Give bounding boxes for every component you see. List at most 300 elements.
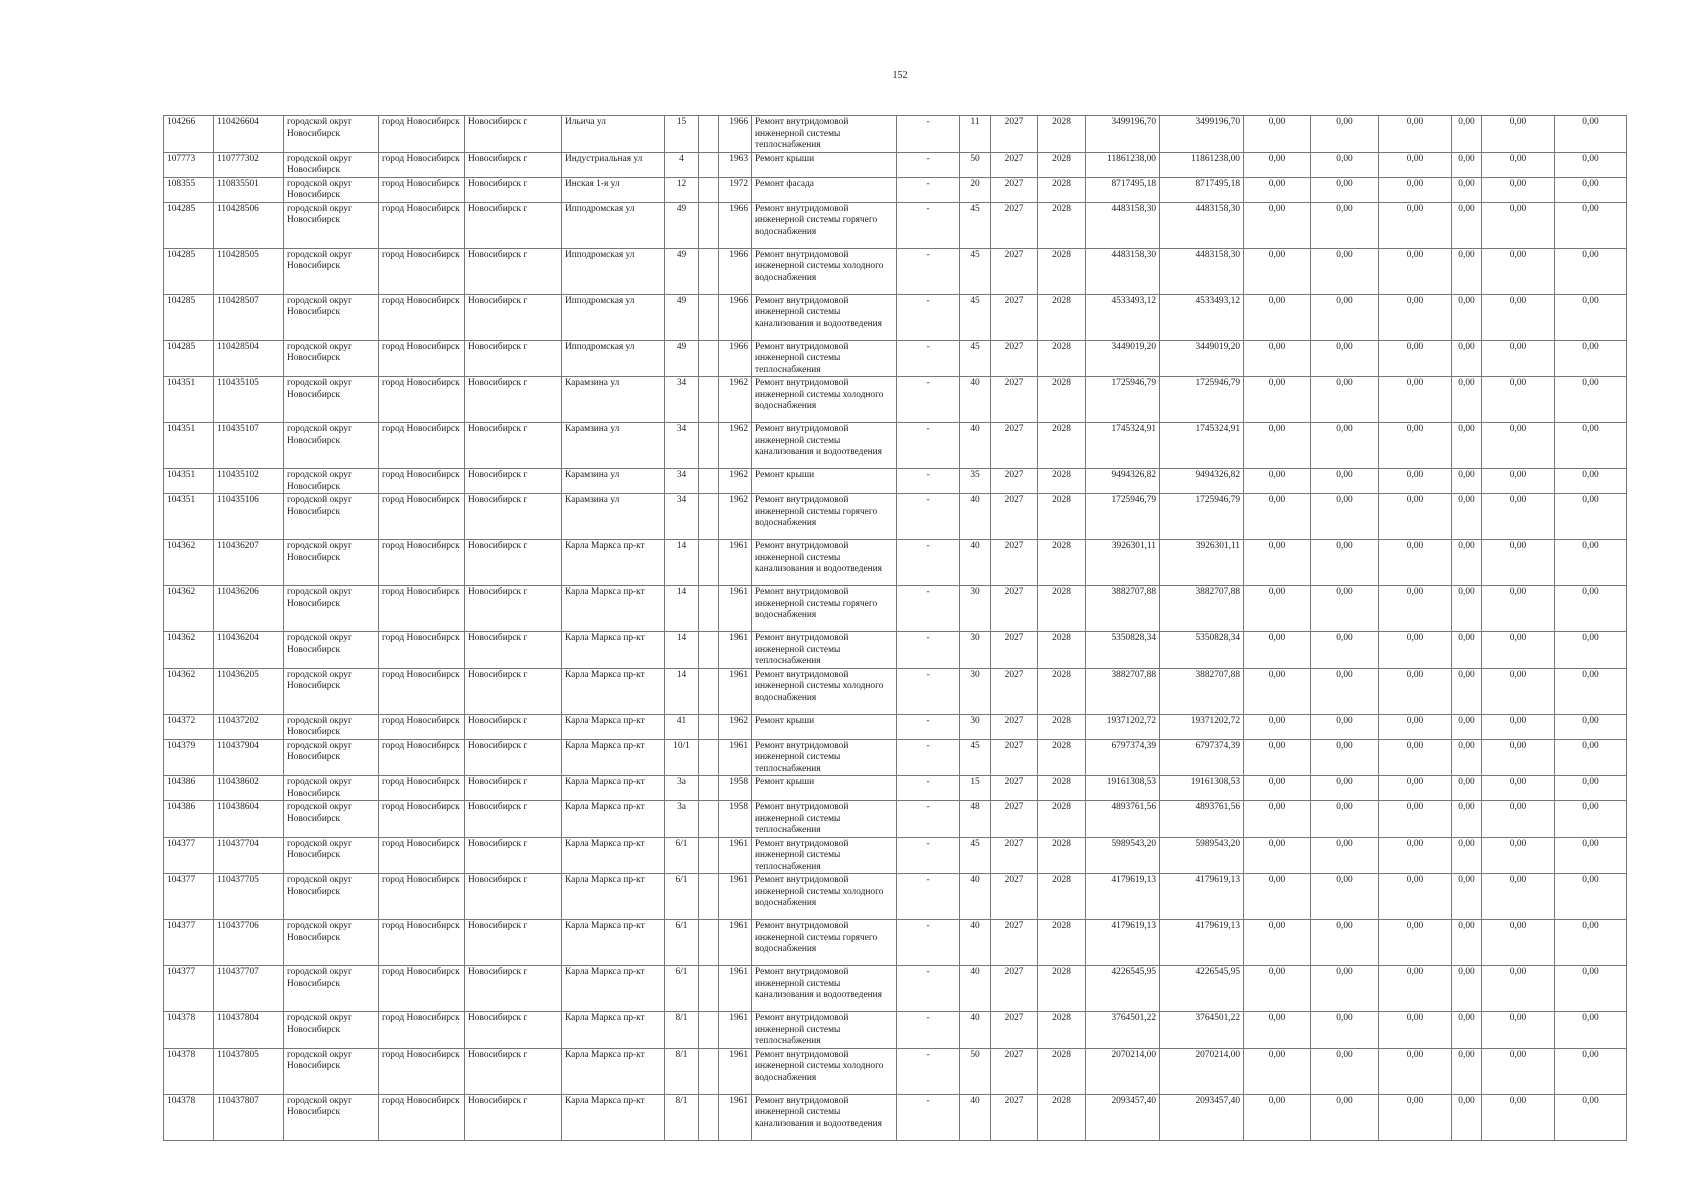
- house-code-cell: 104377: [164, 966, 214, 1012]
- value-cell-1: 0,00: [1244, 177, 1311, 202]
- house-code-cell: 104379: [164, 739, 214, 776]
- settlement-cell: город Новосибирск: [379, 377, 465, 423]
- city-cell: Новосибирск г: [465, 837, 562, 874]
- total-cell: 19371202,72: [1160, 714, 1244, 739]
- settlement-cell: город Новосибирск: [379, 540, 465, 586]
- table-body: [164, 116, 1627, 1141]
- settlement-cell: город Новосибирск: [379, 202, 465, 248]
- cost-cell: 8717495,18: [1086, 177, 1160, 202]
- start-year-cell: 2027: [991, 837, 1038, 874]
- value-cell-5: 0,00: [1482, 1094, 1555, 1140]
- total-cell: 3499196,70: [1160, 116, 1244, 153]
- city-cell: Новосибирск г: [465, 294, 562, 340]
- settlement-cell: город Новосибирск: [379, 294, 465, 340]
- street-cell: Карла Маркса пр-кт: [562, 739, 665, 776]
- value-cell-4: 0,00: [1452, 116, 1482, 153]
- house-number-cell: 6/1: [665, 837, 699, 874]
- district-cell: городской округ Новосибирск: [284, 801, 379, 838]
- build-year-cell: 1972: [719, 177, 752, 202]
- building-cell: [699, 248, 719, 294]
- start-year-cell: 2027: [991, 739, 1038, 776]
- table-row: [164, 739, 1627, 776]
- work-type-cell: Ремонт крыши: [752, 776, 897, 801]
- house-number-cell: 3а: [665, 776, 699, 801]
- value-cell-4: 0,00: [1452, 469, 1482, 494]
- value-cell-1: 0,00: [1244, 540, 1311, 586]
- value-cell-1: 0,00: [1244, 837, 1311, 874]
- value-cell-5: 0,00: [1482, 1048, 1555, 1094]
- district-cell: городской округ Новосибирск: [284, 739, 379, 776]
- dash-cell: -: [897, 1012, 960, 1049]
- value-cell-4: 0,00: [1452, 920, 1482, 966]
- value-cell-3: 0,00: [1379, 294, 1452, 340]
- wear-cell: 35: [960, 469, 991, 494]
- value-cell-1: 0,00: [1244, 248, 1311, 294]
- value-cell-1: 0,00: [1244, 494, 1311, 540]
- building-cell: [699, 966, 719, 1012]
- wear-cell: 20: [960, 177, 991, 202]
- building-cell: [699, 116, 719, 153]
- house-number-cell: 12: [665, 177, 699, 202]
- value-cell-4: 0,00: [1452, 801, 1482, 838]
- value-cell-2: 0,00: [1311, 586, 1379, 632]
- building-cell: [699, 423, 719, 469]
- end-year-cell: 2028: [1038, 668, 1086, 714]
- table-row: [164, 874, 1627, 920]
- value-cell-1: 0,00: [1244, 152, 1311, 177]
- city-cell: Новосибирск г: [465, 801, 562, 838]
- work-type-cell: Ремонт внутридомовой инженерной системы холодного водоснабжения: [752, 668, 897, 714]
- settlement-cell: город Новосибирск: [379, 837, 465, 874]
- building-cell: [699, 739, 719, 776]
- start-year-cell: 2027: [991, 801, 1038, 838]
- house-code-cell: 104386: [164, 801, 214, 838]
- house-code-cell: 104285: [164, 340, 214, 377]
- work-type-cell: Ремонт внутридомовой инженерной системы горячего водоснабжения: [752, 494, 897, 540]
- value-cell-4: 0,00: [1452, 837, 1482, 874]
- value-cell-3: 0,00: [1379, 801, 1452, 838]
- record-id-cell: 110428507: [214, 294, 284, 340]
- table-row: [164, 632, 1627, 669]
- record-id-cell: 110436207: [214, 540, 284, 586]
- table-row: [164, 494, 1627, 540]
- value-cell-2: 0,00: [1311, 494, 1379, 540]
- cost-cell: 5350828,34: [1086, 632, 1160, 669]
- total-cell: 4179619,13: [1160, 874, 1244, 920]
- work-type-cell: Ремонт внутридомовой инженерной системы канализования и водоотведения: [752, 540, 897, 586]
- build-year-cell: 1961: [719, 1094, 752, 1140]
- build-year-cell: 1961: [719, 874, 752, 920]
- dash-cell: -: [897, 294, 960, 340]
- value-cell-2: 0,00: [1311, 874, 1379, 920]
- city-cell: Новосибирск г: [465, 632, 562, 669]
- total-cell: 3882707,88: [1160, 668, 1244, 714]
- street-cell: Карла Маркса пр-кт: [562, 540, 665, 586]
- value-cell-5: 0,00: [1482, 714, 1555, 739]
- work-type-cell: Ремонт внутридомовой инженерной системы горячего водоснабжения: [752, 202, 897, 248]
- value-cell-4: 0,00: [1452, 152, 1482, 177]
- house-code-cell: 104362: [164, 632, 214, 669]
- building-cell: [699, 340, 719, 377]
- total-cell: 1725946,79: [1160, 377, 1244, 423]
- cost-cell: 1725946,79: [1086, 494, 1160, 540]
- building-cell: [699, 540, 719, 586]
- cost-cell: 4893761,56: [1086, 801, 1160, 838]
- value-cell-6: 0,00: [1555, 177, 1627, 202]
- value-cell-4: 0,00: [1452, 202, 1482, 248]
- dash-cell: -: [897, 739, 960, 776]
- build-year-cell: 1966: [719, 248, 752, 294]
- house-number-cell: 3а: [665, 801, 699, 838]
- cost-cell: 1745324,91: [1086, 423, 1160, 469]
- settlement-cell: город Новосибирск: [379, 248, 465, 294]
- start-year-cell: 2027: [991, 202, 1038, 248]
- wear-cell: 45: [960, 294, 991, 340]
- settlement-cell: город Новосибирск: [379, 874, 465, 920]
- district-cell: городской округ Новосибирск: [284, 423, 379, 469]
- value-cell-1: 0,00: [1244, 377, 1311, 423]
- table-row: [164, 202, 1627, 248]
- value-cell-3: 0,00: [1379, 776, 1452, 801]
- value-cell-3: 0,00: [1379, 540, 1452, 586]
- city-cell: Новосибирск г: [465, 1048, 562, 1094]
- value-cell-4: 0,00: [1452, 423, 1482, 469]
- work-type-cell: Ремонт фасада: [752, 177, 897, 202]
- start-year-cell: 2027: [991, 116, 1038, 153]
- district-cell: городской округ Новосибирск: [284, 874, 379, 920]
- value-cell-1: 0,00: [1244, 1012, 1311, 1049]
- value-cell-6: 0,00: [1555, 668, 1627, 714]
- value-cell-6: 0,00: [1555, 248, 1627, 294]
- record-id-cell: 110437707: [214, 966, 284, 1012]
- value-cell-2: 0,00: [1311, 920, 1379, 966]
- table-row: [164, 1094, 1627, 1140]
- table-row: [164, 920, 1627, 966]
- build-year-cell: 1966: [719, 116, 752, 153]
- house-number-cell: 14: [665, 668, 699, 714]
- settlement-cell: город Новосибирск: [379, 586, 465, 632]
- start-year-cell: 2027: [991, 540, 1038, 586]
- end-year-cell: 2028: [1038, 152, 1086, 177]
- dash-cell: -: [897, 177, 960, 202]
- value-cell-5: 0,00: [1482, 540, 1555, 586]
- district-cell: городской округ Новосибирск: [284, 377, 379, 423]
- value-cell-3: 0,00: [1379, 874, 1452, 920]
- record-id-cell: 110435106: [214, 494, 284, 540]
- end-year-cell: 2028: [1038, 1094, 1086, 1140]
- settlement-cell: город Новосибирск: [379, 739, 465, 776]
- start-year-cell: 2027: [991, 377, 1038, 423]
- house-code-cell: 104372: [164, 714, 214, 739]
- building-cell: [699, 920, 719, 966]
- dash-cell: -: [897, 966, 960, 1012]
- value-cell-6: 0,00: [1555, 586, 1627, 632]
- district-cell: городской округ Новосибирск: [284, 714, 379, 739]
- table-row: [164, 1012, 1627, 1049]
- record-id-cell: 110438602: [214, 776, 284, 801]
- wear-cell: 45: [960, 739, 991, 776]
- district-cell: городской округ Новосибирск: [284, 248, 379, 294]
- value-cell-5: 0,00: [1482, 152, 1555, 177]
- value-cell-6: 0,00: [1555, 776, 1627, 801]
- value-cell-4: 0,00: [1452, 177, 1482, 202]
- value-cell-3: 0,00: [1379, 494, 1452, 540]
- house-code-cell: 104378: [164, 1048, 214, 1094]
- house-number-cell: 14: [665, 586, 699, 632]
- record-id-cell: 110835501: [214, 177, 284, 202]
- record-id-cell: 110436206: [214, 586, 284, 632]
- building-cell: [699, 586, 719, 632]
- table-row: [164, 1048, 1627, 1094]
- street-cell: Ильича ул: [562, 116, 665, 153]
- city-cell: Новосибирск г: [465, 668, 562, 714]
- dash-cell: -: [897, 714, 960, 739]
- value-cell-6: 0,00: [1555, 837, 1627, 874]
- value-cell-5: 0,00: [1482, 248, 1555, 294]
- cost-cell: 6797374,39: [1086, 739, 1160, 776]
- wear-cell: 30: [960, 632, 991, 669]
- street-cell: Карамзина ул: [562, 423, 665, 469]
- settlement-cell: город Новосибирск: [379, 776, 465, 801]
- record-id-cell: 110777302: [214, 152, 284, 177]
- build-year-cell: 1961: [719, 1012, 752, 1049]
- work-type-cell: Ремонт крыши: [752, 714, 897, 739]
- settlement-cell: город Новосибирск: [379, 966, 465, 1012]
- value-cell-1: 0,00: [1244, 632, 1311, 669]
- city-cell: Новосибирск г: [465, 469, 562, 494]
- value-cell-1: 0,00: [1244, 776, 1311, 801]
- value-cell-1: 0,00: [1244, 340, 1311, 377]
- value-cell-3: 0,00: [1379, 423, 1452, 469]
- district-cell: городской округ Новосибирск: [284, 540, 379, 586]
- value-cell-6: 0,00: [1555, 920, 1627, 966]
- wear-cell: 48: [960, 801, 991, 838]
- value-cell-6: 0,00: [1555, 1094, 1627, 1140]
- total-cell: 2070214,00: [1160, 1048, 1244, 1094]
- work-type-cell: Ремонт внутридомовой инженерной системы теплоснабжения: [752, 1012, 897, 1049]
- value-cell-3: 0,00: [1379, 202, 1452, 248]
- value-cell-2: 0,00: [1311, 469, 1379, 494]
- value-cell-2: 0,00: [1311, 1048, 1379, 1094]
- cost-cell: 3764501,22: [1086, 1012, 1160, 1049]
- cost-cell: 3882707,88: [1086, 668, 1160, 714]
- cost-cell: 4179619,13: [1086, 920, 1160, 966]
- table-row: [164, 469, 1627, 494]
- building-cell: [699, 801, 719, 838]
- table-row: [164, 377, 1627, 423]
- value-cell-5: 0,00: [1482, 920, 1555, 966]
- wear-cell: 40: [960, 423, 991, 469]
- work-type-cell: Ремонт внутридомовой инженерной системы холодного водоснабжения: [752, 377, 897, 423]
- record-id-cell: 110428505: [214, 248, 284, 294]
- end-year-cell: 2028: [1038, 177, 1086, 202]
- total-cell: 4226545,95: [1160, 966, 1244, 1012]
- value-cell-4: 0,00: [1452, 668, 1482, 714]
- start-year-cell: 2027: [991, 714, 1038, 739]
- table-row: [164, 668, 1627, 714]
- street-cell: Индустриальная ул: [562, 152, 665, 177]
- building-cell: [699, 632, 719, 669]
- value-cell-4: 0,00: [1452, 739, 1482, 776]
- table-row: [164, 801, 1627, 838]
- wear-cell: 40: [960, 1012, 991, 1049]
- cost-cell: 5989543,20: [1086, 837, 1160, 874]
- street-cell: Карамзина ул: [562, 469, 665, 494]
- end-year-cell: 2028: [1038, 920, 1086, 966]
- end-year-cell: 2028: [1038, 801, 1086, 838]
- cost-cell: 19371202,72: [1086, 714, 1160, 739]
- build-year-cell: 1966: [719, 340, 752, 377]
- district-cell: городской округ Новосибирск: [284, 837, 379, 874]
- city-cell: Новосибирск г: [465, 1012, 562, 1049]
- district-cell: городской округ Новосибирск: [284, 586, 379, 632]
- settlement-cell: город Новосибирск: [379, 801, 465, 838]
- cost-cell: 3499196,70: [1086, 116, 1160, 153]
- house-number-cell: 34: [665, 494, 699, 540]
- dash-cell: -: [897, 202, 960, 248]
- building-cell: [699, 1048, 719, 1094]
- house-number-cell: 14: [665, 540, 699, 586]
- street-cell: Ипподромская ул: [562, 248, 665, 294]
- house-number-cell: 4: [665, 152, 699, 177]
- value-cell-5: 0,00: [1482, 801, 1555, 838]
- value-cell-3: 0,00: [1379, 177, 1452, 202]
- record-id-cell: 110437202: [214, 714, 284, 739]
- dash-cell: -: [897, 248, 960, 294]
- build-year-cell: 1958: [719, 776, 752, 801]
- table-row: [164, 966, 1627, 1012]
- dash-cell: -: [897, 920, 960, 966]
- work-type-cell: Ремонт внутридомовой инженерной системы горячего водоснабжения: [752, 586, 897, 632]
- value-cell-4: 0,00: [1452, 248, 1482, 294]
- value-cell-3: 0,00: [1379, 837, 1452, 874]
- city-cell: Новосибирск г: [465, 714, 562, 739]
- work-type-cell: Ремонт внутридомовой инженерной системы канализования и водоотведения: [752, 966, 897, 1012]
- house-code-cell: 104362: [164, 586, 214, 632]
- dash-cell: -: [897, 423, 960, 469]
- value-cell-3: 0,00: [1379, 377, 1452, 423]
- start-year-cell: 2027: [991, 340, 1038, 377]
- value-cell-5: 0,00: [1482, 177, 1555, 202]
- end-year-cell: 2028: [1038, 632, 1086, 669]
- city-cell: Новосибирск г: [465, 920, 562, 966]
- street-cell: Карла Маркса пр-кт: [562, 632, 665, 669]
- value-cell-2: 0,00: [1311, 377, 1379, 423]
- cost-cell: 19161308,53: [1086, 776, 1160, 801]
- city-cell: Новосибирск г: [465, 340, 562, 377]
- cost-cell: 4483158,30: [1086, 248, 1160, 294]
- house-number-cell: 34: [665, 469, 699, 494]
- value-cell-4: 0,00: [1452, 377, 1482, 423]
- value-cell-6: 0,00: [1555, 540, 1627, 586]
- building-cell: [699, 152, 719, 177]
- end-year-cell: 2028: [1038, 1012, 1086, 1049]
- value-cell-1: 0,00: [1244, 1094, 1311, 1140]
- work-type-cell: Ремонт внутридомовой инженерной системы теплоснабжения: [752, 739, 897, 776]
- total-cell: 4893761,56: [1160, 801, 1244, 838]
- dash-cell: -: [897, 776, 960, 801]
- wear-cell: 50: [960, 1048, 991, 1094]
- total-cell: 3449019,20: [1160, 340, 1244, 377]
- building-cell: [699, 294, 719, 340]
- city-cell: Новосибирск г: [465, 248, 562, 294]
- start-year-cell: 2027: [991, 469, 1038, 494]
- value-cell-5: 0,00: [1482, 423, 1555, 469]
- end-year-cell: 2028: [1038, 739, 1086, 776]
- value-cell-1: 0,00: [1244, 739, 1311, 776]
- end-year-cell: 2028: [1038, 966, 1086, 1012]
- build-year-cell: 1962: [719, 714, 752, 739]
- house-code-cell: 104378: [164, 1012, 214, 1049]
- value-cell-6: 0,00: [1555, 294, 1627, 340]
- value-cell-6: 0,00: [1555, 801, 1627, 838]
- end-year-cell: 2028: [1038, 248, 1086, 294]
- build-year-cell: 1961: [719, 668, 752, 714]
- value-cell-6: 0,00: [1555, 377, 1627, 423]
- settlement-cell: город Новосибирск: [379, 668, 465, 714]
- work-type-cell: Ремонт внутридомовой инженерной системы теплоснабжения: [752, 340, 897, 377]
- build-year-cell: 1961: [719, 739, 752, 776]
- wear-cell: 45: [960, 837, 991, 874]
- value-cell-2: 0,00: [1311, 1012, 1379, 1049]
- value-cell-3: 0,00: [1379, 714, 1452, 739]
- total-cell: 4483158,30: [1160, 202, 1244, 248]
- city-cell: Новосибирск г: [465, 152, 562, 177]
- total-cell: 3926301,11: [1160, 540, 1244, 586]
- value-cell-3: 0,00: [1379, 1094, 1452, 1140]
- program-table: [163, 115, 1627, 1141]
- building-cell: [699, 776, 719, 801]
- end-year-cell: 2028: [1038, 776, 1086, 801]
- total-cell: 1745324,91: [1160, 423, 1244, 469]
- house-number-cell: 10/1: [665, 739, 699, 776]
- total-cell: 3882707,88: [1160, 586, 1244, 632]
- house-number-cell: 49: [665, 202, 699, 248]
- street-cell: Карла Маркса пр-кт: [562, 776, 665, 801]
- house-number-cell: 6/1: [665, 920, 699, 966]
- building-cell: [699, 714, 719, 739]
- build-year-cell: 1961: [719, 1048, 752, 1094]
- house-number-cell: 8/1: [665, 1094, 699, 1140]
- district-cell: городской округ Новосибирск: [284, 966, 379, 1012]
- end-year-cell: 2028: [1038, 469, 1086, 494]
- value-cell-5: 0,00: [1482, 116, 1555, 153]
- start-year-cell: 2027: [991, 248, 1038, 294]
- street-cell: Инская 1-я ул: [562, 177, 665, 202]
- record-id-cell: 110435107: [214, 423, 284, 469]
- house-number-cell: 49: [665, 294, 699, 340]
- value-cell-2: 0,00: [1311, 714, 1379, 739]
- settlement-cell: город Новосибирск: [379, 714, 465, 739]
- total-cell: 11861238,00: [1160, 152, 1244, 177]
- build-year-cell: 1962: [719, 494, 752, 540]
- value-cell-2: 0,00: [1311, 152, 1379, 177]
- build-year-cell: 1961: [719, 837, 752, 874]
- value-cell-6: 0,00: [1555, 340, 1627, 377]
- dash-cell: -: [897, 1048, 960, 1094]
- total-cell: 2093457,40: [1160, 1094, 1244, 1140]
- district-cell: городской округ Новосибирск: [284, 1012, 379, 1049]
- table-row: [164, 423, 1627, 469]
- value-cell-4: 0,00: [1452, 1012, 1482, 1049]
- value-cell-6: 0,00: [1555, 714, 1627, 739]
- settlement-cell: город Новосибирск: [379, 1012, 465, 1049]
- work-type-cell: Ремонт внутридомовой инженерной системы холодного водоснабжения: [752, 874, 897, 920]
- cost-cell: 3882707,88: [1086, 586, 1160, 632]
- end-year-cell: 2028: [1038, 116, 1086, 153]
- city-cell: Новосибирск г: [465, 966, 562, 1012]
- street-cell: Карла Маркса пр-кт: [562, 714, 665, 739]
